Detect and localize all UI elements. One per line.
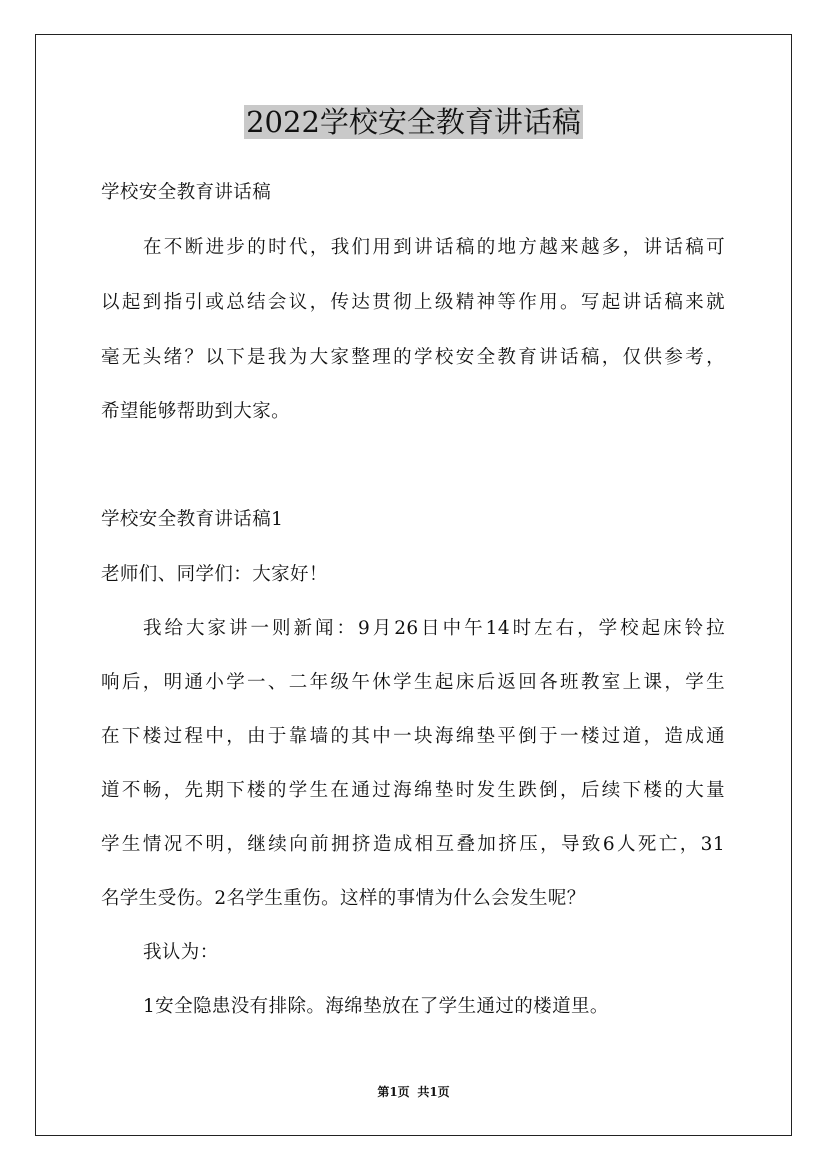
point-1: 1安全隐患没有排除。海绵垫放在了学生通过的楼道里。	[143, 996, 609, 1017]
section-heading: 学校安全教育讲话稿1	[101, 509, 284, 530]
body-line-4: 道不畅，先期下楼的学生在通过海绵垫时发生跌倒，后续下楼的大量	[101, 780, 725, 801]
document-title-text: 2022学校安全教育讲话稿	[246, 105, 581, 139]
page-footer	[0, 1084, 827, 1100]
intro-line-4: 希望能够帮助到大家。	[101, 401, 291, 422]
footer-page-label: 第1页	[377, 1085, 410, 1099]
intro-line-1: 在不断进步的时代，我们用到讲话稿的地方越来越多，讲话稿可	[143, 237, 725, 258]
opinion-intro: 我认为：	[143, 942, 219, 963]
body-line-5: 学生情况不明，继续向前拥挤造成相互叠加挤压，导致6人死亡，31	[101, 834, 725, 855]
subtitle: 学校安全教育讲话稿	[101, 182, 272, 203]
body-line-6: 名学生受伤。2名学生重伤。这样的事情为什么会发生呢？	[101, 888, 586, 909]
intro-line-2: 以起到指引或总结会议，传达贯彻上级精神等作用。写起讲话稿来就	[101, 292, 725, 313]
document-title	[0, 100, 827, 144]
body-line-1: 我给大家讲一则新闻：9月26日中午14时左右，学校起床铃拉	[143, 618, 725, 639]
greeting: 老师们、同学们：大家好！	[101, 564, 328, 585]
footer-total-label: 共1页	[417, 1085, 450, 1099]
body-line-2: 响后，明通小学一、二年级午休学生起床后返回各班教室上课，学生	[101, 672, 725, 693]
intro-line-3: 毫无头绪？以下是我为大家整理的学校安全教育讲话稿，仅供参考，	[101, 347, 725, 368]
body-line-3: 在下楼过程中，由于靠墙的其中一块海绵垫平倒于一楼过道，造成通	[101, 726, 725, 747]
